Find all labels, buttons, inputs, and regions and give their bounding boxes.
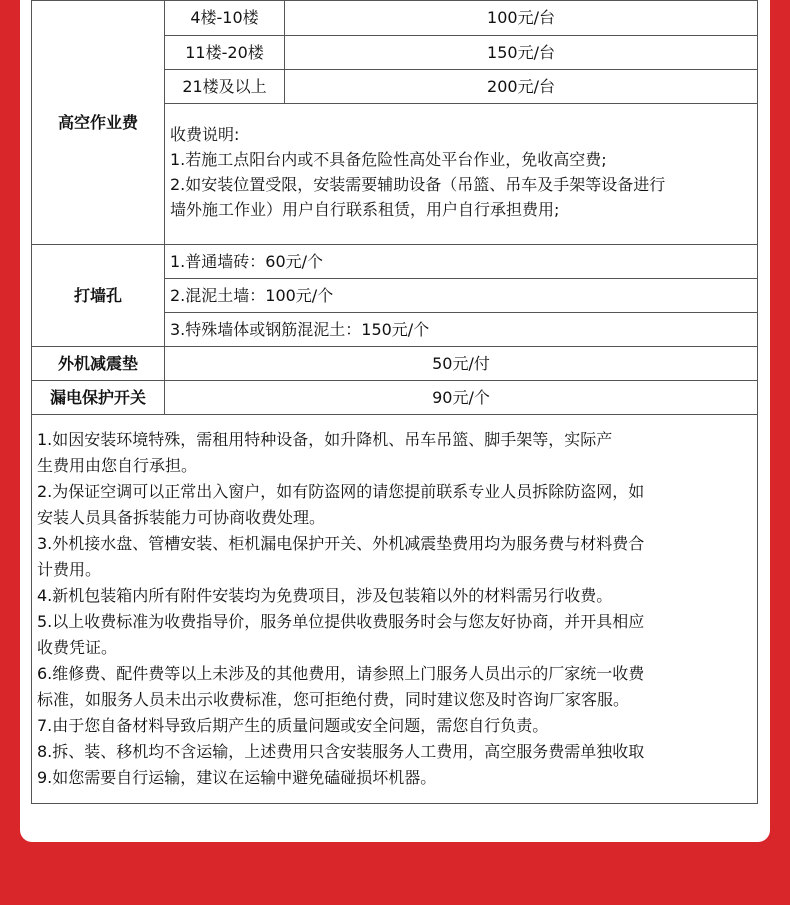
remark-line: 5.以上收费标准为收费指导价，服务单位提供收费服务时会与您友好协商，并开具相应 — [37, 612, 645, 631]
category-wall-drilling: 打墙孔 — [32, 245, 165, 347]
remark-line: 3.外机接水盘、管槽安装、柜机漏电保护开关、外机减震垫费用均为服务费与材料费合 — [37, 534, 645, 553]
remark-line: 生费用由您自行承担。 — [37, 456, 198, 475]
floor-price: 100元/台 — [285, 1, 758, 36]
remark-line: 4.新机包装箱内所有附件安装均为免费项目，涉及包装箱以外的材料需另行收费。 — [37, 586, 613, 605]
shock-absorber-price: 50元/付 — [165, 347, 758, 381]
remark-line: 收费凭证。 — [37, 638, 118, 657]
remark-line: 9.如您需要自行运输，建议在运输中避免磕碰损坏机器。 — [37, 768, 437, 787]
drilling-item: 1.普通墙砖：60元/个 — [165, 245, 758, 279]
table-row — [32, 1, 758, 36]
remark-line: 计费用。 — [37, 560, 102, 579]
floor-range: 21楼及以上 — [165, 70, 285, 104]
table-row — [32, 245, 758, 279]
floor-range: 11楼-20楼 — [165, 36, 285, 70]
remark-line: 1.如因安装环境特殊，需租用特种设备，如升降机、吊车吊篮、脚手架等，实际产 — [37, 430, 613, 449]
table-row — [32, 415, 758, 804]
high-altitude-note — [165, 104, 758, 245]
table-row — [32, 381, 758, 415]
remark-line: 标准，如服务人员未出示收费标准，您可拒绝付费，同时建议您及时咨询厂家客服。 — [37, 690, 630, 709]
floor-price: 200元/台 — [285, 70, 758, 104]
remark-line: 2.为保证空调可以正常出入窗户，如有防盗网的请您提前联系专业人员拆除防盗网，如 — [37, 482, 645, 501]
note-line: 收费说明: — [170, 125, 240, 144]
drilling-item: 2.混泥土墙：100元/个 — [165, 279, 758, 313]
remarks-block — [32, 415, 758, 804]
category-leakage-switch: 漏电保护开关 — [32, 381, 165, 415]
leakage-switch-price: 90元/个 — [165, 381, 758, 415]
floor-range: 4楼-10楼 — [165, 1, 285, 36]
floor-price: 150元/台 — [285, 36, 758, 70]
drilling-item: 3.特殊墙体或钢筋混泥土：150元/个 — [165, 313, 758, 347]
remark-line: 6.维修费、配件费等以上未涉及的其他费用，请参照上门服务人员出示的厂家统一收费 — [37, 664, 645, 683]
note-line: 2.如安装位置受限，安装需要辅助设备（吊篮、吊车及手架等设备进行 — [170, 175, 666, 194]
table-row — [32, 347, 758, 381]
remark-line: 安装人员具备拆装能力可协商收费处理。 — [37, 508, 326, 527]
category-high-altitude: 高空作业费 — [32, 1, 165, 245]
category-shock-absorber: 外机减震垫 — [32, 347, 165, 381]
note-line: 墙外施工作业）用户自行联系租赁，用户自行承担费用; — [170, 200, 560, 219]
remark-line: 8.拆、装、移机均不含运输，上述费用只含安装服务人工费用，高空服务费需单独收取 — [37, 742, 645, 761]
fee-table — [31, 0, 758, 804]
note-line: 1.若施工点阳台内或不具备危险性高处平台作业，免收高空费; — [170, 150, 607, 169]
remark-line: 7.由于您自备材料导致后期产生的质量问题或安全问题，需您自行负责。 — [37, 716, 549, 735]
